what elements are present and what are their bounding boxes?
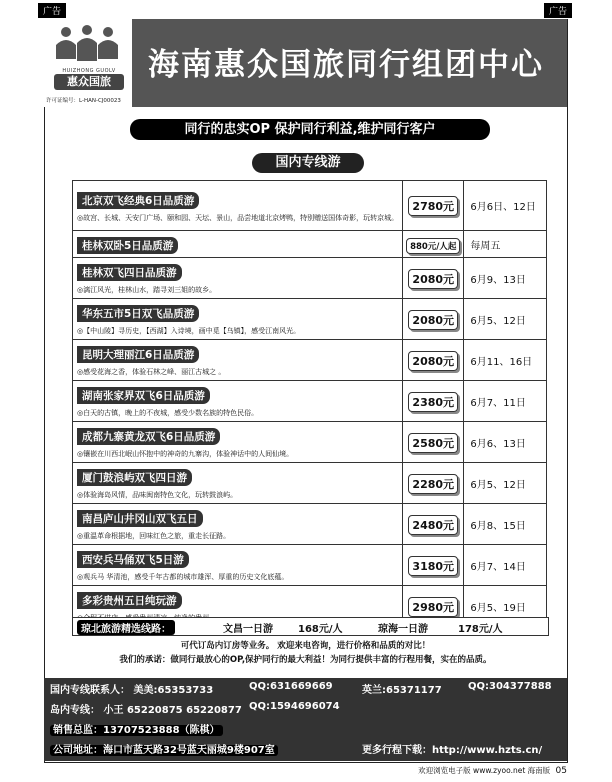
contact-row [50, 721, 223, 736]
tour-price: 3180元 [408, 556, 458, 576]
logo-chinese: 惠众国旅 [54, 74, 124, 90]
table-row [73, 504, 547, 545]
notes [44, 639, 567, 667]
tour-price: 2580元 [408, 433, 458, 453]
price-cell [403, 545, 464, 586]
ad-tag-right: 广告 [544, 3, 572, 18]
footer-text: 欢迎浏览电子版 www.zyoo.net 海南版 [418, 766, 551, 775]
tour-dates: 6月5、12日 [464, 299, 547, 340]
tour-name: 华东五市5日双飞品质游 [77, 305, 199, 322]
table-row [73, 545, 547, 586]
tour-price: 2480元 [408, 515, 458, 535]
promo-item-1: 文昌一日游 [223, 624, 273, 635]
tour-price: 2780元 [408, 196, 458, 216]
price-cell [403, 258, 464, 299]
tour-name: 湖南张家界双飞6日品质游 [77, 387, 210, 404]
contact-row [50, 741, 278, 756]
tour-price: 2080元 [408, 310, 458, 330]
contact-label: 岛内专线： [50, 705, 100, 716]
tour-desc: ◎故宫、长城、天安门广场、颐和园、天坛、景山，品尝地道北京烤鸭，特别赠送国体奇影，玩转京城。 [77, 213, 399, 222]
tour-name: 北京双飞经典6日品质游 [77, 192, 199, 209]
tour-price: 2080元 [408, 269, 458, 289]
contact-row [50, 681, 213, 696]
contact-qq: QQ:1594696074 [249, 701, 340, 712]
contact-row [50, 701, 242, 716]
table-row [73, 422, 547, 463]
license-number: 许可证编号：L-HAN-CJ00023 [46, 98, 121, 104]
tour-name: 桂林双飞四日品质游 [77, 264, 182, 281]
logo [44, 19, 132, 107]
price-cell [403, 381, 464, 422]
tour-name: 南昌庐山井冈山双飞五日 [77, 510, 203, 527]
tour-info [73, 545, 403, 586]
tour-name: 成都九寨黄龙双飞6日品质游 [77, 428, 220, 445]
footer [418, 765, 567, 776]
table-row [73, 231, 547, 258]
tour-name: 厦门鼓浪屿双飞四日游 [77, 469, 192, 486]
contact-phone: 美美:65353733 [133, 685, 214, 696]
contact-phone: 英兰:65371177 [362, 685, 442, 696]
tour-dates: 6月7、11日 [464, 381, 547, 422]
section-title: 国内专线游 [252, 153, 364, 173]
tour-dates: 6月11、16日 [464, 340, 547, 381]
tour-info [73, 181, 403, 231]
table-row [73, 181, 547, 231]
tour-info [73, 299, 403, 340]
table-row [73, 258, 547, 299]
tour-dates: 6月9、13日 [464, 258, 547, 299]
tour-info [73, 422, 403, 463]
people-logo-icon [54, 25, 120, 65]
slogan-banner: 同行的忠实OP 保护同行利益,维护同行客户 [130, 119, 490, 140]
price-cell [403, 231, 464, 258]
page-number: 05 [555, 766, 567, 776]
contact-qq: QQ:631669669 [249, 681, 333, 692]
price-cell [403, 463, 464, 504]
tour-price: 2080元 [408, 351, 458, 371]
tour-info [73, 340, 403, 381]
tour-dates: 6月7、14日 [464, 545, 547, 586]
contact-label: 国内专线联系人： [50, 685, 130, 696]
logo-english: HUIZHONG GUOLV [62, 68, 116, 74]
tour-price: 2380元 [408, 392, 458, 412]
header [44, 19, 567, 107]
table-row [73, 299, 547, 340]
tour-desc: ◎感受花海之香，体验石林之峰、丽江古城之 。 [77, 368, 226, 376]
download-link[interactable]: 更多行程下载：http://www.hzts.cn/ [362, 745, 543, 756]
tour-desc: ◎体验海岛风情，品味闽南特色文化，玩转鼓浪屿。 [77, 491, 238, 499]
tour-dates: 6月5、19日 [464, 586, 547, 627]
promo-line [72, 617, 549, 636]
sales-director: 销售总监：13707523888（陈棋） [50, 725, 223, 736]
tour-dates: 6月8、15日 [464, 504, 547, 545]
promo-price-1: 168元/人 [298, 624, 343, 635]
price-cell [403, 422, 464, 463]
tour-desc: ◎【中山陵】寻历史，【西湖】入诗境，画中觅【乌镇】，感受江南风光。 [77, 327, 301, 335]
price-cell [403, 340, 464, 381]
tour-dates: 6月6、13日 [464, 422, 547, 463]
note-line: 我们的承诺：做同行最放心的OP,保护同行的最大利益！为同行提供丰富的行程用餐，实在的品质。 [119, 655, 492, 665]
tour-name: 桂林双卧5日品质游 [77, 237, 178, 254]
tour-dates: 6月6日、12日 [464, 181, 547, 231]
tour-dates: 每周五 [464, 231, 547, 258]
price-cell [403, 299, 464, 340]
page-title: 海南惠众国旅同行组团中心 [148, 47, 544, 83]
tour-name: 昆明大理丽江6日品质游 [77, 346, 199, 363]
tour-name: 多彩贵州五日纯玩游 [77, 592, 182, 609]
promo-item-2: 琼海一日游 [378, 624, 428, 635]
tour-desc: ◎白天的古镇，晚上的不夜城，感受少数名族的特色民俗。 [77, 409, 259, 417]
contact-box [44, 678, 567, 761]
tour-info [73, 463, 403, 504]
promo-price-2: 178元/人 [458, 624, 503, 635]
tour-price: 2280元 [408, 474, 458, 494]
promo-label: 琼北旅游精选线路： [77, 620, 175, 635]
tour-table [72, 180, 547, 627]
contact-qq: QQ:304377888 [468, 681, 552, 692]
tour-info [73, 381, 403, 422]
tour-name: 西安兵马俑双飞5日游 [77, 551, 189, 568]
title-bar [132, 19, 567, 107]
tour-info [73, 231, 403, 258]
tour-price: 2980元 [408, 597, 458, 617]
table-row [73, 340, 547, 381]
tour-desc: ◎漓江风光，桂林山水，踏寻刘三姐的故乡。 [77, 286, 217, 294]
tour-info [73, 504, 403, 545]
tour-desc: ◎镶嵌在川西北岷山怀抱中的神奇的九寨沟，体验神话中的人间仙境。 [77, 450, 294, 458]
table-row [73, 381, 547, 422]
tour-price: 880元/人起 [406, 238, 460, 254]
price-cell [403, 504, 464, 545]
company-address: 公司地址：海口市蓝天路32号蓝天丽城9楼907室 [50, 745, 278, 756]
table-row [73, 463, 547, 504]
tour-desc: ◎观兵马 华清池，感受千年古都的城市雄浑、厚重的历史文化底蕴。 [77, 573, 289, 581]
price-cell [403, 181, 464, 231]
ad-tag-left: 广告 [38, 3, 66, 18]
tour-info [73, 258, 403, 299]
note-line: 可代订岛内订房等业务。 欢迎来电咨询，进行价格和品质的对比！ [180, 641, 431, 651]
contact-phone: 小王 65220875 65220877 [103, 705, 242, 716]
tour-desc: ◎重温革命根据地，回味红色之旅，重走长征路。 [77, 532, 231, 540]
tour-dates: 6月5、12日 [464, 463, 547, 504]
